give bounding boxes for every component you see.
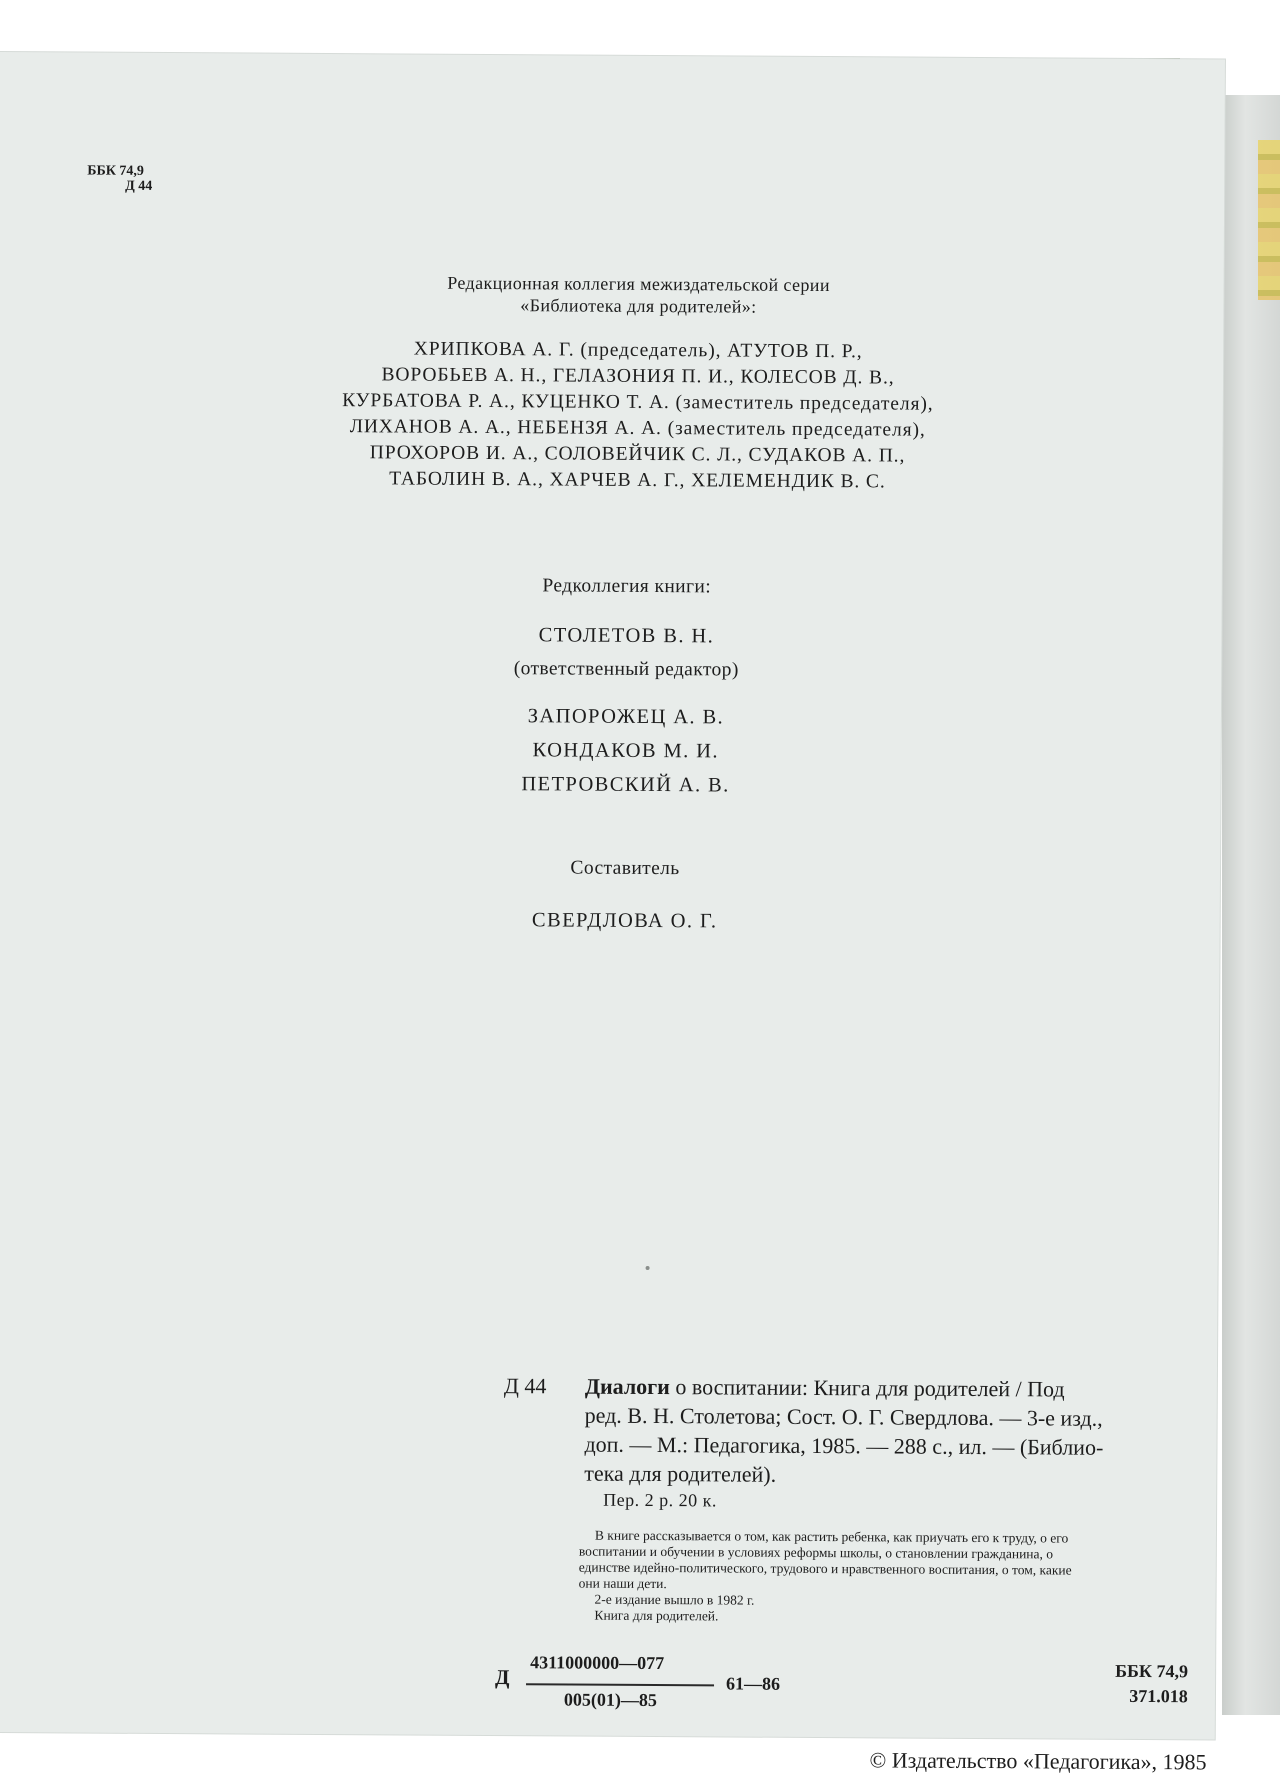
member-line: ЛИХАНОВ А. А., НЕБЕНЗЯ А. А. (заместитель председателя), xyxy=(349,416,926,441)
index-denominator: 005(01)—85 xyxy=(563,1689,658,1711)
edition-note: Книга для родителей. xyxy=(594,1607,719,1624)
annotation-line: В книге рассказывается о том, как растить ребенка, как приучать его к труду, о его xyxy=(594,1527,1069,1546)
bbk-index-bottom xyxy=(1115,1659,1188,1709)
annotation-line: они наши дети. xyxy=(578,1575,667,1592)
compiler-name: СВЕРДЛОВА О. Г. xyxy=(531,909,718,933)
book-subtitle: о воспитании: Книга для родителей / Под xyxy=(669,1374,1065,1402)
annotation-line: воспитании и обучении в условиях реформы школы, о становлении гражданина, о xyxy=(578,1543,1054,1562)
annotation-line: единстве идейно-политического, трудового и нравственного воспитания, о том, какие xyxy=(578,1559,1072,1578)
member-line: ПРОХОРОВ И. А., СОЛОВЕЙЧИК С. Л., СУДАКОВ А. П., xyxy=(369,442,906,467)
book-page xyxy=(0,52,1225,1775)
edition-note: 2-е издание вышло в 1982 г. xyxy=(594,1591,755,1608)
member-line: ХРИПКОВА А. Г. (председатель), АТУТОВ П. Р., xyxy=(413,338,863,363)
bibliographic-line: тека для родителей). xyxy=(584,1460,777,1487)
member-line: КУРБАТОВА Р. А., КУЦЕНКО Т. А. (заместитель председателя), xyxy=(342,390,934,415)
board-member-name: КОНДАКОВ М. И. xyxy=(532,739,719,763)
price: Пер. 2 р. 20 к. xyxy=(603,1489,717,1511)
series-board-heading xyxy=(298,271,978,319)
member-line: ТАБОЛИН В. А., ХАРЧЕВ А. Г., ХЕЛЕМЕНДИК В. С. xyxy=(389,468,886,493)
bibliographic-text xyxy=(584,1372,1265,1492)
fraction-line xyxy=(526,1683,714,1686)
chief-editor-name: СТОЛЕТОВ В. Н. xyxy=(538,624,715,648)
bibliographic-title-line xyxy=(585,1372,1265,1405)
bibliographic-line: доп. — М.: Педагогика, 1985. — 288 с., ил. — (Библио- xyxy=(584,1431,1104,1460)
udc-code: 371.018 xyxy=(1129,1685,1188,1707)
catalog-code: Д 44 xyxy=(503,1373,547,1399)
next-page-illustration-edge xyxy=(1258,140,1280,300)
bbk-index-top xyxy=(87,164,152,194)
compiler-label: Составитель xyxy=(570,857,680,880)
chief-editor-role: (ответственный редактор) xyxy=(513,658,739,681)
bbk-code: ББК 74,9 xyxy=(87,163,144,179)
annotation xyxy=(578,1528,1279,1628)
series-board-members xyxy=(247,336,1028,497)
copyright-notice: © Издательство «Педагогика», 1985 xyxy=(869,1747,1207,1775)
index-numerator: 4311000000—077 xyxy=(530,1652,665,1674)
bibliographic-record xyxy=(503,1371,1264,1487)
paper-speck xyxy=(646,1266,650,1270)
series-board-heading-line: Редакционная коллегия межиздательской серии xyxy=(447,272,830,296)
series-board-heading-line: «Библиотека для родителей»: xyxy=(520,295,757,317)
board-member-name: ПЕТРОВСКИЙ А. В. xyxy=(521,773,730,797)
author-mark: Д 44 xyxy=(125,178,153,194)
board-member-name: ЗАПОРОЖЕЦ А. В. xyxy=(527,705,725,729)
index-suffix: 61—86 xyxy=(725,1673,781,1694)
bbk-code: ББК 74,9 xyxy=(1115,1660,1189,1682)
member-line: ВОРОБЬЕВ А. Н., ГЕЛАЗОНИЯ П. И., КОЛЕСОВ Д. В., xyxy=(381,364,895,389)
book-title: Диалоги xyxy=(584,1373,670,1400)
bibliographic-line: ред. В. Н. Столетова; Сост. О. Г. Свердлова. — 3-е изд., xyxy=(584,1402,1103,1431)
index-prefix: Д xyxy=(495,1665,510,1690)
book-board-label: Редколлегия книги: xyxy=(542,575,712,598)
